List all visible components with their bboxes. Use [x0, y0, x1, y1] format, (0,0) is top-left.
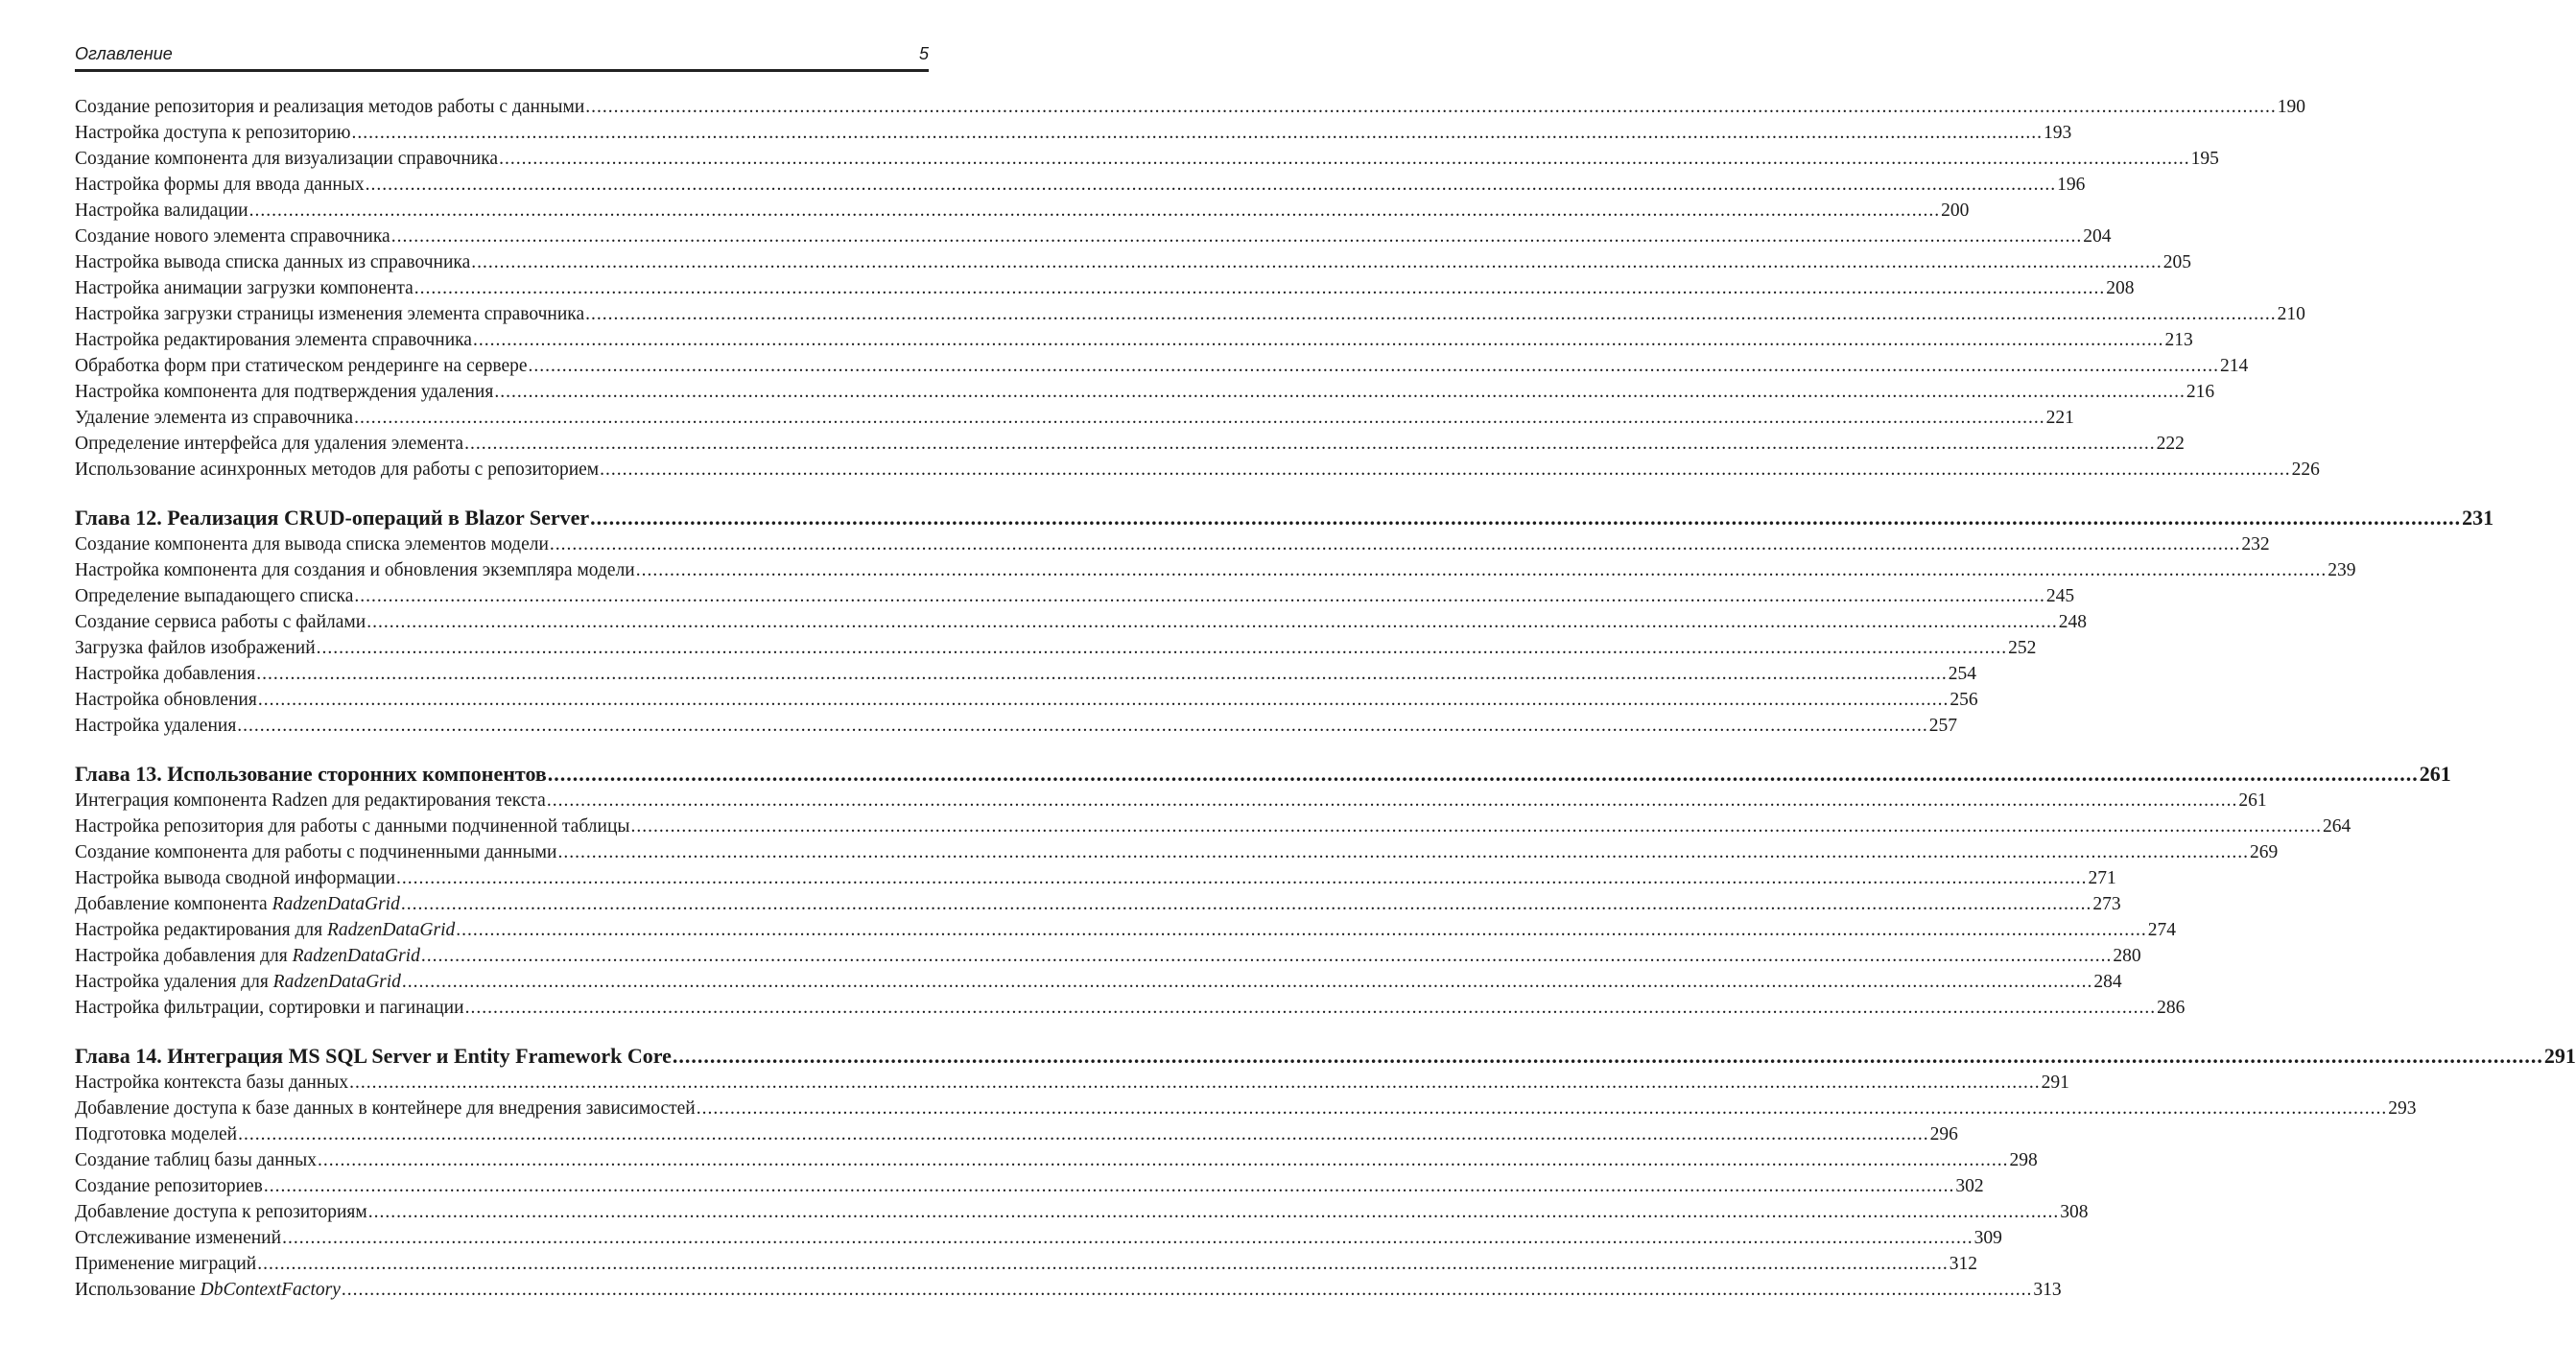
toc-entry — [75, 457, 2320, 483]
toc-page-number: 261 — [2238, 790, 2267, 811]
toc-entry-title — [75, 353, 528, 379]
toc-page-number: 269 — [2249, 842, 2279, 862]
toc-page-number: 257 — [1928, 716, 1958, 736]
dot-leader: ............................................................................................................................................................................................................................................................................................................ — [456, 920, 2147, 940]
dot-leader: ............................................................................................................................................................................................................................................................................................................ — [696, 1098, 2388, 1119]
toc-entry-title — [75, 120, 350, 146]
entry-title-italic: RadzenDataGrid — [272, 894, 400, 914]
toc-entry — [75, 224, 2112, 249]
toc-entry-title — [75, 94, 584, 120]
dot-leader: ............................................................................................................................................................................................................................................................................................................ — [237, 716, 1928, 736]
toc-entry — [75, 172, 2086, 198]
toc-page-number: 271 — [2088, 868, 2116, 888]
entry-title-text: Создание сервиса работы с файлами — [75, 612, 366, 632]
entry-title-text: Создание нового элемента справочника — [75, 226, 390, 247]
toc-entry-title — [75, 995, 464, 1021]
toc-chapter-heading — [75, 1043, 2576, 1070]
toc-entry-title — [75, 1225, 281, 1251]
toc-page-number: 261 — [2419, 762, 2451, 786]
dot-leader: ............................................................................................................................................................................................................................................................................................................ — [351, 123, 2043, 143]
toc-entry — [75, 969, 2122, 995]
dot-leader: ............................................................................................................................................................................................................................................................................................................ — [316, 638, 2008, 658]
entry-title-text: Создание репозитория и реализация методов работы с данными — [75, 97, 585, 117]
dot-leader: ............................................................................................................................................................................................................................................................................................................ — [494, 382, 2186, 402]
dot-leader: ............................................................................................................................................................................................................................................................................................................ — [590, 506, 2462, 530]
dot-leader: ............................................................................................................................................................................................................................................................................................................ — [472, 330, 2164, 350]
dot-leader: ............................................................................................................................................................................................................................................................................................................ — [414, 278, 2106, 298]
dot-leader: ............................................................................................................................................................................................................................................................................................................ — [349, 1073, 2041, 1093]
dot-leader: ............................................................................................................................................................................................................................................................................................................ — [390, 226, 2083, 247]
toc-page-number: 221 — [2045, 408, 2074, 428]
dot-leader: ............................................................................................................................................................................................................................................................................................................ — [341, 1280, 2033, 1300]
toc-page-number: 286 — [2157, 998, 2186, 1018]
dot-leader: ............................................................................................................................................................................................................................................................................................................ — [546, 790, 2238, 811]
toc-entry — [75, 198, 1970, 224]
toc-entry — [75, 1173, 1984, 1199]
toc-entry-title — [75, 891, 400, 917]
toc-entry — [75, 687, 1978, 713]
toc-page-number: 232 — [2241, 534, 2270, 554]
toc-entry-title — [75, 1096, 696, 1121]
toc-page-number: 245 — [2045, 586, 2075, 606]
dot-leader: ............................................................................................................................................................................................................................................................................................................ — [366, 612, 2058, 632]
toc-page-number: 284 — [2093, 972, 2122, 992]
entry-title-text: Отслеживание изменений — [75, 1228, 282, 1248]
toc-entry — [75, 94, 2306, 120]
toc-entry-title — [75, 505, 589, 531]
entry-title-text: Глава 13. Использование сторонних компонентов — [75, 762, 547, 786]
toc-entry — [75, 839, 2279, 865]
toc-entry — [75, 1277, 2062, 1303]
dot-leader: ............................................................................................................................................................................................................................................................................................................ — [630, 816, 2322, 837]
entry-title-text: Интеграция компонента Radzen для редактирования текста — [75, 790, 546, 811]
dot-leader: ............................................................................................................................................................................................................................................................................................................ — [464, 434, 2156, 454]
dot-leader: ............................................................................................................................................................................................................................................................................................................ — [557, 842, 2249, 862]
header-page-number: 5 — [918, 44, 929, 63]
entry-title-text: Настройка компонента для подтверждения удаления — [75, 382, 494, 402]
dot-leader: ............................................................................................................................................................................................................................................................................................................ — [367, 1202, 2060, 1222]
dot-leader: ............................................................................................................................................................................................................................................................................................................ — [547, 762, 2419, 786]
entry-title-text: Настройка редактирования для — [75, 920, 328, 940]
toc-page-number: 210 — [2277, 304, 2305, 324]
toc-page-number: 298 — [2009, 1150, 2038, 1170]
dot-leader: ............................................................................................................................................................................................................................................................................................................ — [317, 1150, 2009, 1170]
entry-title-text: Настройка формы для ввода данных — [75, 175, 365, 195]
entry-title-text: Настройка добавления для — [75, 946, 293, 966]
toc-entry-title — [75, 609, 366, 635]
toc-entry — [75, 301, 2305, 327]
toc-entry-title — [75, 1070, 348, 1096]
toc-entry-title — [75, 405, 353, 431]
dot-leader: ............................................................................................................................................................................................................................................................................................................ — [635, 560, 2328, 580]
toc-page-number: 264 — [2322, 816, 2351, 837]
toc-entry-title — [75, 865, 395, 891]
toc-page-number: 208 — [2106, 278, 2135, 298]
entry-title-italic: RadzenDataGrid — [327, 920, 456, 940]
toc-page-number: 231 — [2462, 506, 2494, 530]
toc-page-number: 256 — [1950, 690, 1978, 710]
toc-entry — [75, 327, 2193, 353]
toc-page-number: 293 — [2388, 1098, 2417, 1119]
toc-entry — [75, 788, 2267, 814]
toc-chapter-heading — [75, 761, 2451, 788]
entry-title-text: Глава 12. Реализация CRUD-операций в Blazor Server — [75, 506, 590, 530]
running-header — [75, 42, 929, 72]
toc-entry — [75, 635, 2037, 661]
entry-title-text: Настройка удаления для — [75, 972, 273, 992]
toc-entry-title — [75, 1121, 237, 1147]
toc-entry — [75, 1070, 2069, 1096]
toc-entry — [75, 1096, 2417, 1121]
toc-entry-title — [75, 635, 316, 661]
toc-page-number: 252 — [2008, 638, 2037, 658]
toc-entry — [75, 1251, 1977, 1277]
toc-entry — [75, 995, 2186, 1021]
toc-entry-title — [75, 557, 635, 583]
toc-page-number: 239 — [2328, 560, 2356, 580]
entry-title-text: Создание репозиториев — [75, 1176, 263, 1196]
toc-entry — [75, 431, 2185, 457]
dot-leader: ............................................................................................................................................................................................................................................................................................................ — [471, 252, 2162, 272]
toc-entry — [75, 146, 2219, 172]
toc-entry — [75, 1225, 2002, 1251]
entry-title-text: Создание компонента для визуализации справочника — [75, 149, 499, 169]
toc-entry — [75, 1147, 2038, 1173]
dot-leader: ............................................................................................................................................................................................................................................................................................................ — [257, 1254, 1949, 1274]
toc-page-number: 291 — [2543, 1044, 2576, 1068]
toc-page-number: 296 — [1929, 1124, 1958, 1144]
toc-entry — [75, 865, 2116, 891]
entry-title-text: Настройка редактирования элемента справочника — [75, 330, 472, 350]
dot-leader: ............................................................................................................................................................................................................................................................................................................ — [248, 200, 1941, 221]
entry-title-text: Удаление элемента из справочника — [75, 408, 354, 428]
toc-page-number: 214 — [2220, 356, 2249, 376]
toc-entry — [75, 557, 2356, 583]
toc-entry-title — [75, 969, 401, 995]
toc-entry-title — [75, 224, 390, 249]
toc-entry-title — [75, 457, 599, 483]
dot-leader: ............................................................................................................................................................................................................................................................................................................ — [365, 175, 2057, 195]
entry-title-text: Настройка вывода списка данных из справочника — [75, 252, 471, 272]
entry-title-text: Определение выпадающего списка — [75, 586, 354, 606]
dot-leader: ............................................................................................................................................................................................................................................................................................................ — [549, 534, 2241, 554]
entry-title-text: Загрузка файлов изображений — [75, 638, 316, 658]
table-of-contents — [75, 94, 2576, 1303]
toc-page-number: 302 — [1955, 1176, 1984, 1196]
toc-entry-title — [75, 301, 584, 327]
entry-title-text: Добавление доступа к репозиториям — [75, 1202, 367, 1222]
toc-entry-title — [75, 1277, 341, 1303]
entry-title-text: Определение интерфейса для удаления элемента — [75, 434, 464, 454]
toc-entry-title — [75, 943, 420, 969]
toc-entry-title — [75, 379, 493, 405]
toc-entry-title — [75, 146, 498, 172]
entry-title-italic: DbContextFactory — [200, 1280, 341, 1300]
entry-title-text: Настройка анимации загрузки компонента — [75, 278, 414, 298]
entry-title-text: Настройка валидации — [75, 200, 248, 221]
dot-leader: ............................................................................................................................................................................................................................................................................................................ — [585, 304, 2277, 324]
toc-entry — [75, 583, 2075, 609]
toc-page-number: 190 — [2277, 97, 2306, 117]
dot-leader: ............................................................................................................................................................................................................................................................................................................ — [400, 894, 2092, 914]
entry-title-text: Настройка добавления — [75, 664, 256, 684]
toc-entry-title — [75, 1251, 256, 1277]
entry-title-text: Настройка контекста базы данных — [75, 1073, 349, 1093]
dot-leader: ............................................................................................................................................................................................................................................................................................................ — [600, 460, 2291, 480]
toc-chapter-heading — [75, 505, 2494, 531]
toc-entry-title — [75, 1199, 367, 1225]
toc-page-number: 312 — [1949, 1254, 1977, 1274]
entry-title-text: Настройка удаления — [75, 716, 237, 736]
toc-page-number: 291 — [2041, 1073, 2069, 1093]
header-title: Оглавление — [75, 44, 173, 63]
entry-title-text: Настройка фильтрации, сортировки и пагинации — [75, 998, 464, 1018]
entry-title-text: Создание компонента для вывода списка элементов модели — [75, 534, 549, 554]
entry-title-text: Глава 14. Интеграция MS SQL Server и Entity Framework Core — [75, 1044, 672, 1068]
entry-title-text: Использование асинхронных методов для работы с репозиторием — [75, 460, 600, 480]
entry-title-text: Настройка вывода сводной информации — [75, 868, 396, 888]
toc-entry-title — [75, 839, 556, 865]
entry-title-text: Создание компонента для работы с подчиненными данными — [75, 842, 557, 862]
toc-page-number: 248 — [2058, 612, 2087, 632]
toc-entry — [75, 943, 2141, 969]
entry-title-text: Настройка репозитория для работы с данными подчиненной таблицы — [75, 816, 630, 837]
toc-entry-title — [75, 788, 546, 814]
toc-entry-title — [75, 198, 248, 224]
entry-title-text: Настройка обновления — [75, 690, 257, 710]
toc-entry-title — [75, 713, 236, 739]
dot-leader: ............................................................................................................................................................................................................................................................................................................ — [396, 868, 2088, 888]
toc-entry-title — [75, 531, 549, 557]
dot-leader: ............................................................................................................................................................................................................................................................................................................ — [585, 97, 2277, 117]
toc-entry — [75, 661, 1976, 687]
toc-page-number: 204 — [2083, 226, 2112, 247]
toc-entry-title — [75, 249, 470, 275]
dot-leader: ............................................................................................................................................................................................................................................................................................................ — [238, 1124, 1929, 1144]
toc-entry — [75, 814, 2351, 839]
dot-leader: ............................................................................................................................................................................................................................................................................................................ — [256, 664, 1948, 684]
toc-page-number: 222 — [2156, 434, 2185, 454]
dot-leader: ............................................................................................................................................................................................................................................................................................................ — [257, 690, 1950, 710]
toc-entry-title — [75, 761, 547, 788]
toc-page-number: 280 — [2113, 946, 2141, 966]
toc-page-number: 308 — [2060, 1202, 2089, 1222]
entry-title-text: Добавление компонента — [75, 894, 272, 914]
toc-entry-title — [75, 917, 455, 943]
toc-page-number: 273 — [2092, 894, 2121, 914]
toc-page-number: 313 — [2033, 1280, 2062, 1300]
dot-leader: ............................................................................................................................................................................................................................................................................................................ — [282, 1228, 1973, 1248]
toc-entry-title — [75, 661, 255, 687]
toc-page-number: 200 — [1941, 200, 1970, 221]
toc-page-number: 205 — [2162, 252, 2191, 272]
toc-entry-title — [75, 327, 472, 353]
toc-entry — [75, 531, 2270, 557]
toc-entry — [75, 1199, 2089, 1225]
toc-page-number: 195 — [2190, 149, 2219, 169]
toc-entry-title — [75, 814, 629, 839]
entry-title-text: Применение миграций — [75, 1254, 257, 1274]
dot-leader: ............................................................................................................................................................................................................................................................................................................ — [528, 356, 2220, 376]
entry-title-text: Настройка загрузки страницы изменения элемента справочника — [75, 304, 585, 324]
dot-leader: ............................................................................................................................................................................................................................................................................................................ — [354, 408, 2045, 428]
entry-title-text: Создание таблиц базы данных — [75, 1150, 317, 1170]
entry-title-text: Использование — [75, 1280, 201, 1300]
toc-entry — [75, 1121, 1958, 1147]
toc-entry-title — [75, 431, 463, 457]
toc-page-number: 274 — [2147, 920, 2177, 940]
toc-entry — [75, 609, 2087, 635]
toc-entry-title — [75, 172, 365, 198]
toc-page-number: 213 — [2164, 330, 2193, 350]
toc-entry-title — [75, 1043, 672, 1070]
dot-leader: ............................................................................................................................................................................................................................................................................................................ — [420, 946, 2113, 966]
toc-entry — [75, 353, 2249, 379]
entry-title-text: Подготовка моделей — [75, 1124, 238, 1144]
dot-leader: ............................................................................................................................................................................................................................................................................................................ — [672, 1044, 2543, 1068]
toc-entry-title — [75, 275, 414, 301]
toc-page-number: 254 — [1948, 664, 1976, 684]
dot-leader: ............................................................................................................................................................................................................................................................................................................ — [499, 149, 2190, 169]
toc-page-number: 226 — [2291, 460, 2320, 480]
toc-page-number: 196 — [2057, 175, 2086, 195]
entry-title-text: Обработка форм при статическом рендеринге на сервере — [75, 356, 528, 376]
toc-entry-title — [75, 1173, 263, 1199]
toc-entry-title — [75, 1147, 317, 1173]
dot-leader: ............................................................................................................................................................................................................................................................................................................ — [401, 972, 2093, 992]
toc-entry — [75, 405, 2074, 431]
toc-page-number: 309 — [1973, 1228, 2002, 1248]
entry-title-text: Настройка доступа к репозиторию — [75, 123, 351, 143]
toc-entry-title — [75, 687, 257, 713]
entry-title-text: Добавление доступа к базе данных в контейнере для внедрения зависимостей — [75, 1098, 696, 1119]
toc-entry — [75, 249, 2191, 275]
toc-entry — [75, 891, 2121, 917]
toc-entry-title — [75, 583, 353, 609]
dot-leader: ............................................................................................................................................................................................................................................................................................................ — [263, 1176, 1955, 1196]
dot-leader: ............................................................................................................................................................................................................................................................................................................ — [464, 998, 2157, 1018]
toc-page-number: 193 — [2043, 123, 2072, 143]
entry-title-italic: RadzenDataGrid — [272, 972, 401, 992]
entry-title-text: Настройка компонента для создания и обновления экземпляра модели — [75, 560, 635, 580]
toc-entry — [75, 120, 2072, 146]
entry-title-italic: RadzenDataGrid — [292, 946, 420, 966]
toc-page-number: 216 — [2186, 382, 2215, 402]
toc-entry — [75, 917, 2177, 943]
toc-entry — [75, 275, 2135, 301]
toc-entry — [75, 713, 1958, 739]
toc-entry — [75, 379, 2215, 405]
dot-leader: ............................................................................................................................................................................................................................................................................................................ — [354, 586, 2045, 606]
